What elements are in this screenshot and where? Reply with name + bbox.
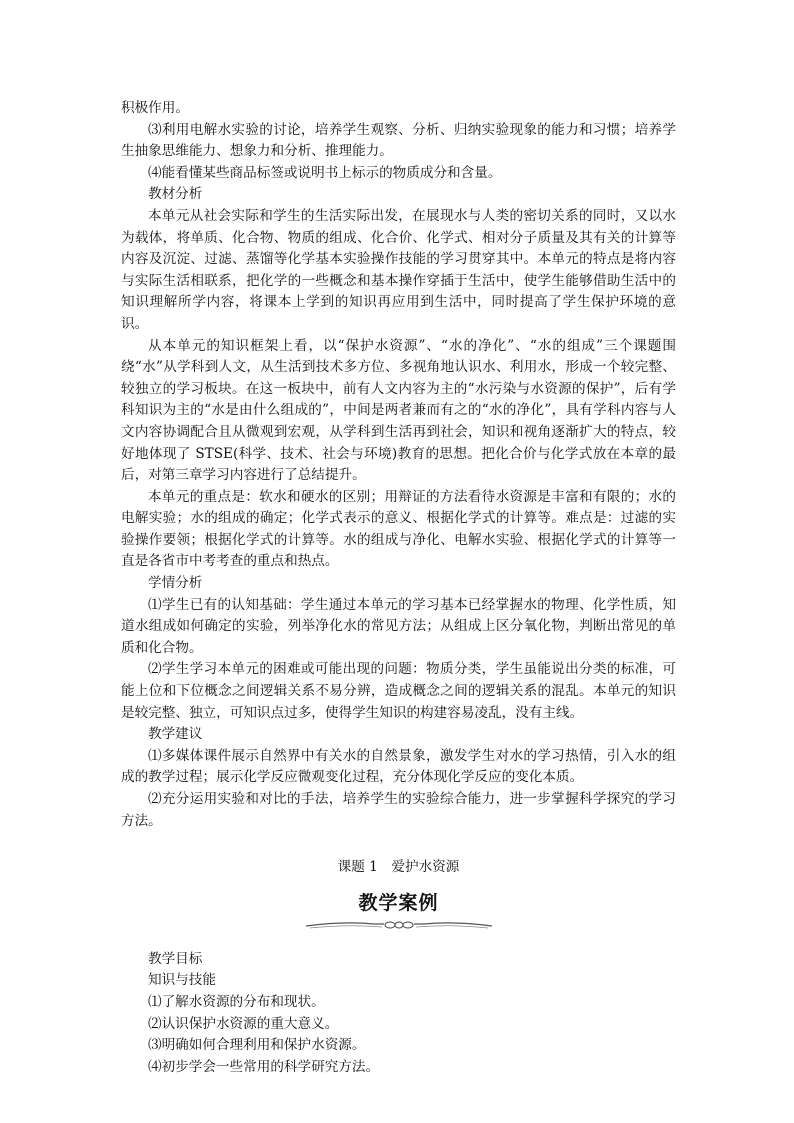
document-page xyxy=(121,98,676,1078)
objective-item-1: ⑴了解水资源的分布和现状。 xyxy=(148,993,325,1010)
teaching-suggestions-paragraph-1: ⑴多媒体课件展示自然界中有关水的自然景象，激发学生对水的学习热情，引入水的组成的教学过程；展示化学反应微观变化过程，充分体现化学反应的变化本质。 xyxy=(121,747,676,786)
material-analysis-paragraph-2: 从本单元的知识框架上看，以“保护水资源”、“水的净化”、“水的组成”三个课题围绕“水”从学科到人文，从生活到技术多方位、多视角地认识水、利用水，形成一个较完整、较独立的学习板块。在这一板块中，前有人文内容为主的“水污染与水资源的保护”，后有学科知识为主的“水是由什么组成的”，中间是两者兼而有之的“水的净化”，具有学科内容与人文内容协调配合且从微观到宏观，从学科到生活再到社会，知识和视角逐渐扩大的特点，较好地体现了 STSE(科学、技术、社会与环境)教育的思想。把化合价与化学式放在本章的最后，对第三章学习内容进行了总结提升。 xyxy=(121,337,676,484)
intro-paragraph-2: ⑶利用电解水实验的讨论，培养学生观察、分析、归纳实验现象的能力和习惯；培养学生抽象思维能力、想象力和分析、推理能力。 xyxy=(121,121,676,160)
student-analysis-paragraph-1: ⑴学生已有的认知基础：学生通过本单元的学习基本已经掌握水的物理、化学性质，知道水组成如何确定的实验，列举净化水的常见方法；从组成上区分氧化物，判断出常见的单质和化合物。 xyxy=(121,596,676,656)
material-analysis-paragraph-3: 本单元的重点是：软水和硬水的区别；用辩证的方法看待水资源是丰富和有限的；水的电解实验；水的组成的确定；化学式表示的意义、根据化学式的计算等。难点是：过滤的实验操作要领；根据化学式的计算等。水的组成与净化、电解水实验、根据化学式的计算等一直是各省市中考考查的重点和热点。 xyxy=(121,488,676,570)
material-analysis-heading: 教材分析 xyxy=(148,186,203,203)
intro-paragraph-1: 积极作用。 xyxy=(121,100,189,116)
objectives-heading: 教学目标 xyxy=(148,950,203,967)
objective-item-3: ⑶明确如何合理利用和保护水资源。 xyxy=(148,1037,366,1054)
banner-title: 教学案例 xyxy=(358,891,439,914)
teaching-case-banner xyxy=(121,889,676,935)
teaching-suggestions-paragraph-2: ⑵充分运用实验和对比的手法，培养学生的实验综合能力，进一步掌握科学探究的学习方法。 xyxy=(121,791,676,829)
knowledge-skills-heading: 知识与技能 xyxy=(148,972,216,989)
intro-paragraph-3: ⑷能看懂某些商品标签或说明书上标示的物质成分和含量。 xyxy=(148,164,502,181)
student-analysis-paragraph-2: ⑵学生学习本单元的困难或可能出现的问题：物质分类，学生虽能说出分类的标准，可能上位和下位概念之间逻辑关系不易分辨，造成概念之间的逻辑关系的混乱。本单元的知识是较完整、独立，可知识点过多，使得学生知识的构建容易凌乱，没有主线。 xyxy=(121,661,676,721)
objective-item-2: ⑵认识保护水资源的重大意义。 xyxy=(148,1015,339,1032)
decorative-divider-icon xyxy=(304,917,494,931)
material-analysis-paragraph-1: 本单元从社会实际和学生的生活实际出发，在展现水与人类的密切关系的同时，又以水为载体，将单质、化合物、物质的组成、化合价、化学式、相对分子质量及其有关的计算等内容及沉淀、过滤、蒸馏等化学基本实验操作技能的学习贯穿其中。本单元的特点是将内容与实际生活相联系，把化学的一些概念和基本操作穿插于生活中，使学生能够借助生活中的知识理解所学内容，将课本上学到的知识再应用到生活中，同时提高了学生保护环境的意识。 xyxy=(121,207,676,332)
lesson-title: 课题 1 爱护水资源 xyxy=(337,859,460,876)
teaching-suggestions-heading: 教学建议 xyxy=(148,726,203,743)
student-analysis-heading: 学情分析 xyxy=(148,575,203,592)
objective-item-4: ⑷初步学会一些常用的科学研究方法。 xyxy=(148,1058,380,1075)
objectives-section xyxy=(121,949,676,1079)
